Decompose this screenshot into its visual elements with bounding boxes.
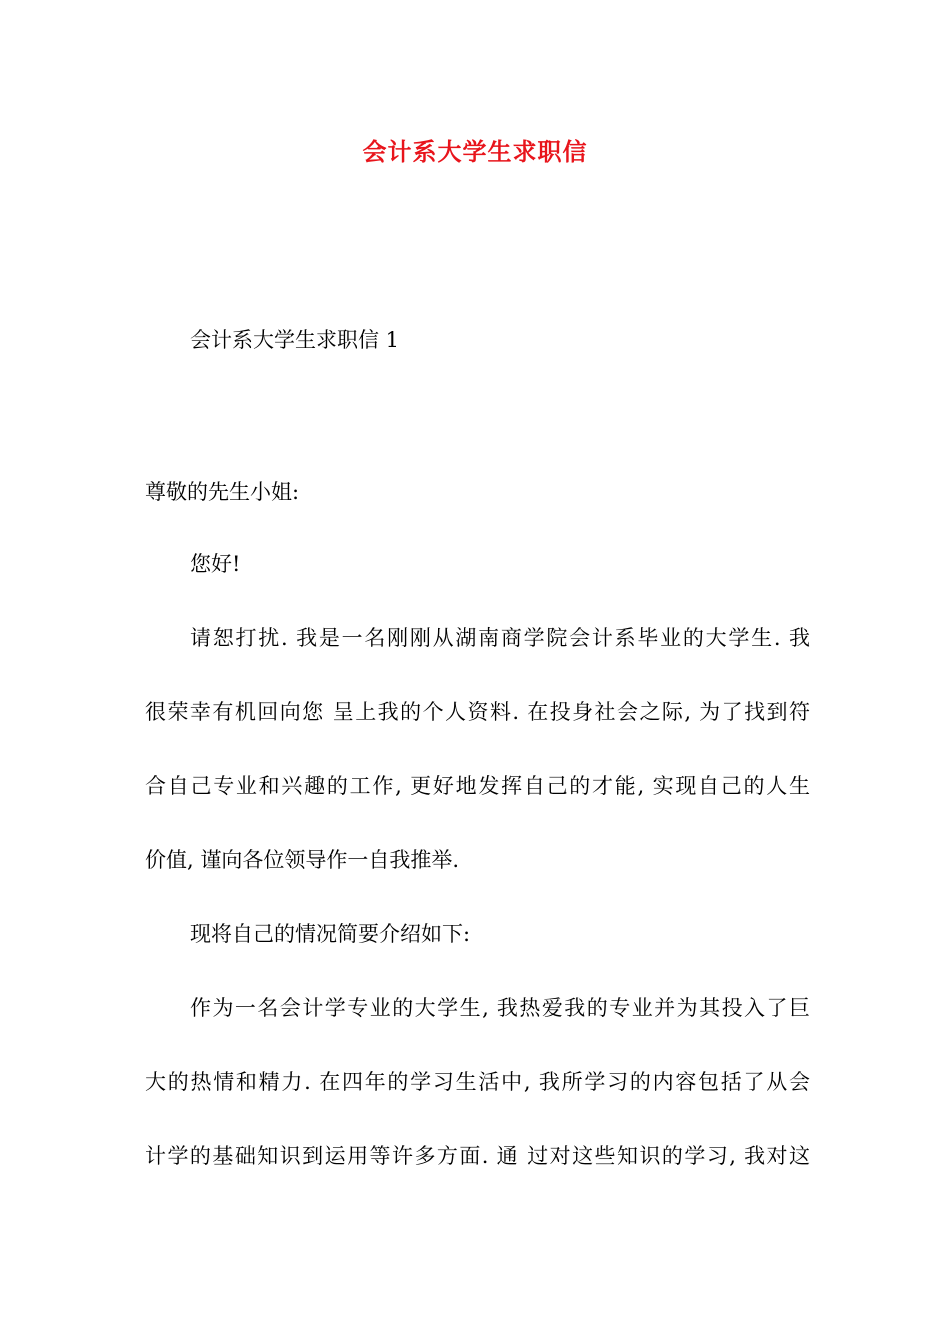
document-title: 会计系大学生求职信 [362,137,588,166]
paragraph-line: 合自己专业和兴趣的工作, 更好地发挥自己的才能, 实现自己的人生 [145,774,810,798]
greeting: 您好! [190,552,241,576]
paragraph-line: 大的热情和精力. 在四年的学习生活中, 我所学习的内容包括了从会 [145,1070,810,1094]
salutation: 尊敬的先生小姐: [145,480,300,504]
paragraph-line: 价值, 谨向各位领导作一自我推举. [145,848,460,872]
paragraph-line: 现将自己的情况简要介绍如下: [190,922,471,946]
section-heading: 会计系大学生求职信 1 [190,328,400,352]
paragraph-line: 很荣幸有机回向您 呈上我的个人资料. 在投身社会之际, 为了找到符 [145,700,810,724]
paragraph-line: 作为一名会计学专业的大学生, 我热爱我的专业并为其投入了巨 [190,996,810,1020]
paragraph-line: 计学的基础知识到运用等许多方面. 通 过对这些知识的学习, 我对这 [145,1144,810,1168]
paragraph-line: 请恕打扰. 我是一名刚刚从湖南商学院会计系毕业的大学生. 我 [190,626,810,650]
